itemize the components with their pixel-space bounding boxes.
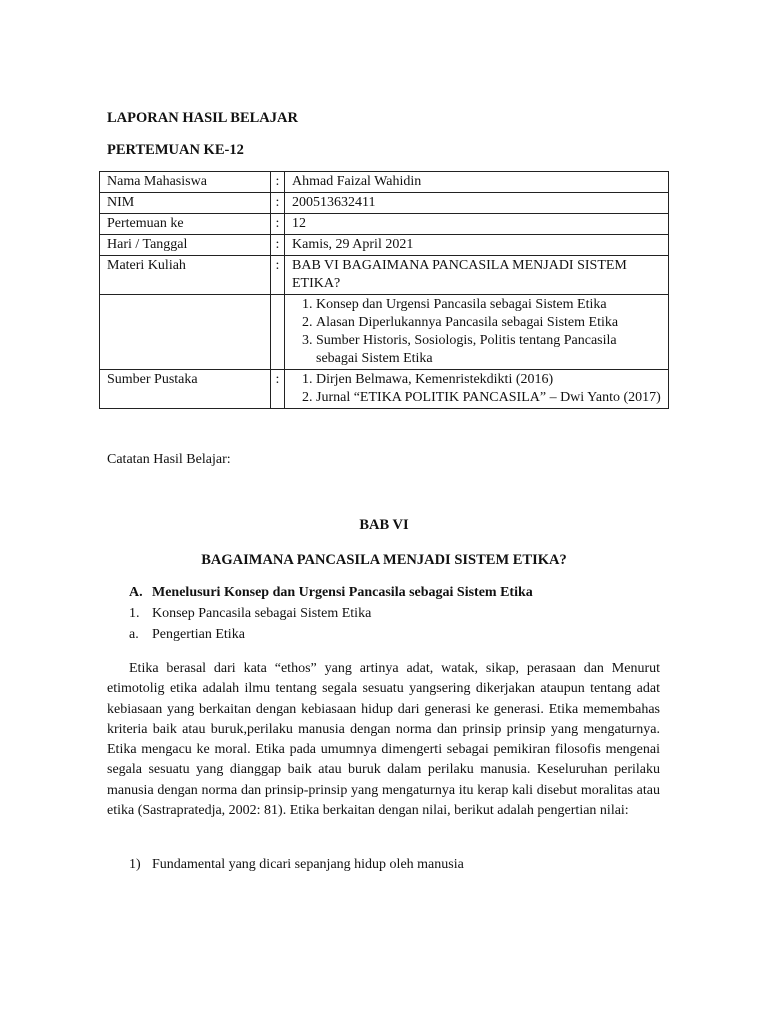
list-item: 3. Sumber Historis, Sosiologis, Politis tentang Pancasila sebagai Sistem Etika xyxy=(316,332,662,368)
table-row xyxy=(100,370,669,409)
table-row xyxy=(100,214,669,235)
row-value: 12 xyxy=(285,214,669,235)
list-item: 1. Konsep dan Urgensi Pancasila sebagai Sistem Etika xyxy=(316,296,662,314)
list-item: 2. Jurnal “ETIKA POLITIK PANCASILA” – Dwi Yanto (2017) xyxy=(316,389,662,407)
materi-list xyxy=(292,296,662,368)
notes-label: Catatan Hasil Belajar: xyxy=(107,452,231,467)
row-value: Ahmad Faizal Wahidin xyxy=(285,172,669,193)
row-separator-empty xyxy=(271,295,285,370)
table-row xyxy=(100,256,669,295)
subsection-marker: 1. xyxy=(129,606,140,621)
section-marker: A. xyxy=(129,585,143,600)
row-separator: : xyxy=(271,214,285,235)
list-text: Fundamental yang dicari sepanjang hidup oleh manusia xyxy=(152,857,464,872)
meeting-title: PERTEMUAN KE-12 xyxy=(107,142,244,158)
row-value: Kamis, 29 April 2021 xyxy=(285,235,669,256)
chapter-title: BAGAIMANA PANCASILA MENJADI SISTEM ETIKA? xyxy=(201,552,567,568)
paragraph-text: Etika berasal dari kata “ethos” yang artinya adat, watak, sikap, perasaan dan Menurut etimotolig etika adalah ilmu tentang segala sesuatu yangsering dikerjakan ataupun tentang adat kebiasaan yang berkaitan dengan kebiasaan hidup dari generasi ke generasi. Etika memembahas kriteria baik atau buruk,perilaku manusia dengan norma dan prinsip prinsip yang mengaturnya. Etika mengacu ke moral. Etika pada umumnya dimengerti sebagai pemikiran filosofis mengenai segala sesuatu yang dianggap baik atau buruk dalam perilaku manusia. Keseluruhan perilaku manusia dengan norma dan prinsip-prinsip yang mengaturnya itu kerap kali disebut moralitas atau etika (Sastrapratedja, 2002: 81). Etika berkaitan dengan nilai, berikut adalah pengertian nilai: xyxy=(107,661,660,819)
section-title: Menelusuri Konsep dan Urgensi Pancasila sebagai Sistem Etika xyxy=(152,585,533,600)
subsubsection-marker: a. xyxy=(129,627,139,642)
row-label: Hari / Tanggal xyxy=(100,235,271,256)
row-label: Sumber Pustaka xyxy=(100,370,271,409)
sumber-list xyxy=(292,371,662,407)
subsubsection-title: Pengertian Etika xyxy=(152,627,245,642)
table-row xyxy=(100,235,669,256)
row-separator: : xyxy=(271,256,285,295)
table-row xyxy=(100,172,669,193)
row-separator: : xyxy=(271,193,285,214)
body-paragraph xyxy=(107,659,660,821)
row-separator: : xyxy=(271,172,285,193)
student-info-table xyxy=(99,171,669,409)
report-title: LAPORAN HASIL BELAJAR xyxy=(107,110,298,126)
row-separator: : xyxy=(271,370,285,409)
row-label: Pertemuan ke xyxy=(100,214,271,235)
row-label: NIM xyxy=(100,193,271,214)
table-row xyxy=(100,193,669,214)
row-label-empty xyxy=(100,295,271,370)
list-marker: 1) xyxy=(129,857,141,872)
list-item: 1. Dirjen Belmawa, Kemenristekdikti (2016) xyxy=(316,371,662,389)
row-value xyxy=(285,370,669,409)
list-item: 2. Alasan Diperlukannya Pancasila sebagai Sistem Etika xyxy=(316,314,662,332)
row-value xyxy=(285,295,669,370)
table-row xyxy=(100,295,669,370)
subsection-title: Konsep Pancasila sebagai Sistem Etika xyxy=(152,606,372,621)
row-separator: : xyxy=(271,235,285,256)
row-value: BAB VI BAGAIMANA PANCASILA MENJADI SISTEM ETIKA? xyxy=(285,256,669,295)
chapter-number: BAB VI xyxy=(359,517,409,533)
row-label: Materi Kuliah xyxy=(100,256,271,295)
row-value: 200513632411 xyxy=(285,193,669,214)
row-label: Nama Mahasiswa xyxy=(100,172,271,193)
